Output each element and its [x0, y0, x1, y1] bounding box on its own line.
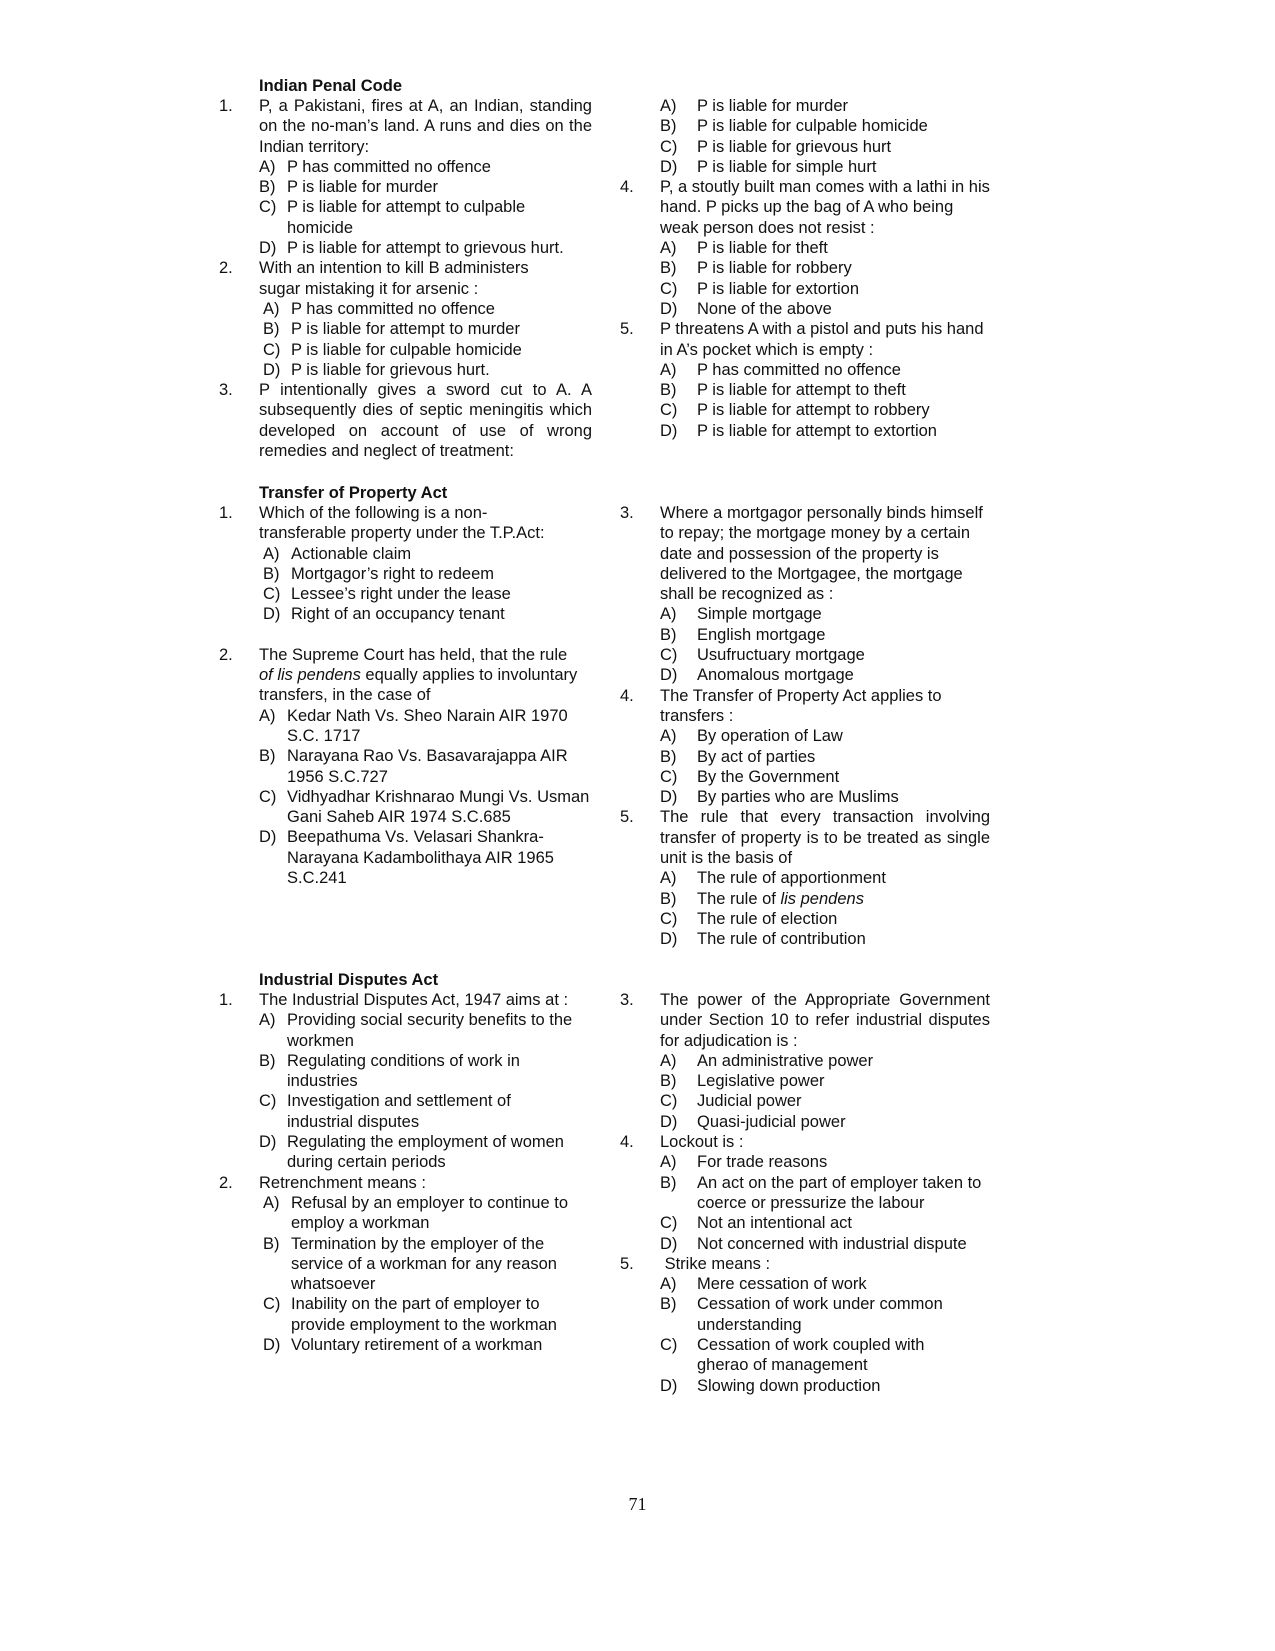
question-text: Retrenchment means :	[259, 1173, 426, 1192]
option-label: A)	[660, 97, 677, 115]
option-text: Regulating the employment of women during certain periods	[287, 1133, 564, 1172]
question-number: 1.	[219, 504, 233, 522]
option-c	[660, 645, 990, 665]
option-b	[263, 564, 592, 584]
options-list	[660, 238, 990, 319]
question-number: 3.	[620, 504, 634, 522]
option-a	[660, 1274, 990, 1294]
option-label: C)	[660, 767, 678, 786]
options-list	[263, 299, 592, 380]
option-text: By the Government	[697, 767, 840, 786]
options-list	[660, 726, 990, 807]
option-label: A)	[660, 1275, 677, 1294]
option-label: D)	[660, 788, 678, 807]
option-text: Termination by the employer of the service of a workman for any reason whatsoever	[291, 1234, 557, 1294]
option-a	[259, 706, 592, 747]
option-text: Cessation of work coupled with gherao of management	[697, 1336, 925, 1375]
option-d	[660, 929, 990, 949]
question-item	[620, 990, 990, 1132]
option-text: Mortgagor’s right to redeem	[291, 564, 494, 583]
option-label: D)	[259, 239, 277, 258]
question-number: 4.	[620, 178, 634, 197]
option-label: B)	[259, 1051, 276, 1070]
option-a	[259, 157, 592, 177]
option-label: A)	[660, 1153, 677, 1172]
option-text: The rule of contribution	[697, 930, 866, 949]
question-item	[219, 1173, 592, 1356]
option-text: Quasi-judicial power	[697, 1112, 846, 1131]
question-number: 2.	[219, 259, 233, 278]
option-label: B)	[660, 1173, 677, 1192]
option-d	[259, 827, 592, 888]
options-list	[263, 1193, 592, 1355]
option-label: B)	[259, 178, 276, 197]
option-c	[660, 767, 990, 787]
option-label: A)	[660, 360, 677, 379]
option-c	[263, 340, 592, 360]
option-b	[660, 889, 990, 909]
option-text: The rule of election	[697, 909, 838, 928]
option-a	[660, 1152, 990, 1172]
option-label: D)	[660, 299, 678, 318]
tpa-right-column	[620, 503, 997, 950]
question-item	[219, 645, 592, 889]
option-b	[259, 746, 592, 787]
option-d	[660, 1112, 990, 1132]
option-label: B)	[660, 117, 677, 136]
options-list	[259, 1010, 592, 1172]
option-c	[259, 197, 592, 238]
option-text: Inability on the part of employer to provide employment to the workman	[291, 1295, 557, 1334]
question-text-part: The Supreme Court has held, that the rule	[259, 645, 568, 664]
question-text: Lockout is :	[660, 1133, 744, 1152]
question-text-emphasis: of lis pendens	[259, 666, 361, 685]
option-label: B)	[660, 747, 677, 766]
option-c	[259, 1091, 592, 1132]
ida-left-column	[219, 990, 592, 1355]
option-text: P is liable for simple hurt	[697, 157, 877, 176]
question-number: 5.	[620, 1254, 634, 1273]
option-text: P is liable for attempt to culpable homicide	[287, 198, 526, 237]
option-text: Judicial power	[697, 1092, 802, 1111]
option-text: P is liable for attempt to murder	[291, 320, 520, 339]
options-list	[660, 96, 990, 177]
option-text: P is liable for grievous hurt.	[291, 360, 490, 379]
options-list	[660, 360, 990, 441]
options-list	[263, 544, 592, 625]
option-label: B)	[263, 1234, 280, 1253]
option-c	[259, 787, 592, 828]
option-text: P is liable for culpable homicide	[291, 340, 522, 359]
question-text: P, a stoutly built man comes with a lathi in his hand. P picks up the bag of A who being weak person does not resist :	[660, 178, 990, 237]
options-list	[660, 868, 990, 949]
option-text: P is liable for grievous hurt	[697, 137, 892, 156]
option-text: An administrative power	[697, 1051, 874, 1070]
question-number: 2.	[219, 645, 233, 664]
option-text: Lessee’s right under the lease	[291, 585, 511, 604]
option-d	[263, 360, 592, 380]
option-label: D)	[660, 1112, 678, 1131]
question-options-continued	[620, 96, 990, 177]
option-a	[263, 544, 592, 564]
option-label: C)	[660, 1092, 678, 1111]
question-text-part: equally applies to involuntary transfers, in the case of	[259, 666, 578, 705]
option-c	[660, 1213, 990, 1233]
option-a	[660, 360, 990, 380]
option-text: Actionable claim	[291, 544, 412, 563]
option-text: Legislative power	[697, 1072, 825, 1091]
option-d	[660, 157, 990, 177]
option-text: Anomalous mortgage	[697, 666, 854, 685]
question-item	[219, 258, 592, 380]
option-b	[660, 1294, 990, 1335]
option-label: D)	[263, 605, 281, 624]
option-d	[259, 1132, 592, 1173]
option-label: D)	[660, 1234, 678, 1253]
option-label: C)	[259, 787, 277, 806]
option-label: B)	[660, 625, 677, 644]
options-list	[660, 1051, 990, 1132]
option-a	[660, 868, 990, 888]
option-text: English mortgage	[697, 625, 826, 644]
option-text: P is liable for murder	[697, 97, 849, 115]
option-label: C)	[259, 1092, 277, 1111]
options-list	[660, 1152, 990, 1253]
question-text	[259, 645, 592, 706]
option-label: B)	[660, 1072, 677, 1091]
section-heading-ipc: Indian Penal Code	[259, 77, 403, 95]
question-item	[620, 686, 990, 808]
question-number: 1.	[219, 991, 233, 1009]
option-label: C)	[660, 646, 678, 665]
question-item	[219, 96, 592, 258]
option-b	[263, 1234, 592, 1295]
option-a	[660, 726, 990, 746]
question-text: Which of the following is a non-transferable property under the T.P.Act:	[259, 504, 545, 543]
question-number: 3.	[620, 991, 634, 1009]
option-text: For trade reasons	[697, 1153, 828, 1172]
option-label: C)	[263, 1295, 281, 1314]
option-a	[660, 238, 990, 258]
option-text: Cessation of work under common understanding	[697, 1295, 943, 1334]
option-label: D)	[660, 930, 678, 949]
option-text: Not concerned with industrial dispute	[697, 1234, 967, 1253]
option-b	[263, 319, 592, 339]
question-text: P intentionally gives a sword cut to A. A subsequently dies of septic meningitis which developed on account of use of wrong remedies and neglect of treatment:	[259, 381, 592, 461]
option-label: C)	[660, 1336, 678, 1355]
question-item	[219, 380, 592, 461]
option-text: P has committed no offence	[697, 360, 901, 379]
option-text: Regulating conditions of work in industries	[287, 1051, 520, 1091]
option-label: C)	[660, 909, 678, 928]
question-number: 2.	[219, 1173, 233, 1192]
option-text: P is liable for robbery	[697, 259, 852, 278]
option-text: P has committed no offence	[287, 157, 491, 176]
option-label: D)	[660, 1376, 678, 1395]
option-text: Providing social security benefits to the workmen	[287, 1011, 573, 1050]
option-label: C)	[263, 585, 281, 604]
option-b	[660, 380, 990, 400]
option-b	[660, 258, 990, 278]
option-b	[259, 177, 592, 197]
option-text: Narayana Rao Vs. Basavarajappa AIR 1956 S.C.727	[287, 747, 568, 786]
options-list	[259, 706, 592, 889]
option-a	[263, 1193, 592, 1234]
option-text: P is liable for murder	[287, 178, 439, 197]
option-label: C)	[263, 340, 281, 359]
option-a	[259, 1010, 592, 1051]
option-label: A)	[660, 239, 677, 258]
option-text	[697, 889, 990, 909]
question-item	[620, 503, 997, 686]
option-text: Refusal by an employer to continue to employ a workman	[291, 1193, 568, 1233]
option-label: B)	[660, 889, 677, 908]
option-text: Mere cessation of work	[697, 1275, 867, 1294]
option-label: B)	[263, 564, 280, 583]
option-text: By operation of Law	[697, 727, 843, 746]
question-item	[219, 503, 592, 625]
option-c	[263, 1294, 592, 1335]
question-item	[219, 990, 592, 1173]
option-label: A)	[660, 1051, 677, 1070]
option-text-part: The rule of	[697, 889, 781, 908]
option-label: A)	[259, 706, 276, 725]
option-label: D)	[263, 360, 281, 379]
option-text: P is liable for attempt to extortion	[697, 421, 937, 440]
option-text: P is liable for culpable homicide	[697, 117, 928, 136]
option-label: C)	[660, 401, 678, 420]
option-label: B)	[259, 747, 276, 766]
option-text: Not an intentional act	[697, 1214, 853, 1233]
ipc-left-column	[219, 96, 592, 461]
question-item	[620, 1132, 990, 1254]
option-text: An act on the part of employer taken to coerce or pressurize the labour	[697, 1173, 982, 1212]
option-label: A)	[263, 299, 280, 318]
ida-right-column	[620, 990, 990, 1396]
option-text: By act of parties	[697, 747, 816, 766]
option-label: A)	[263, 544, 280, 563]
option-label: B)	[660, 259, 677, 278]
option-text: Kedar Nath Vs. Sheo Narain AIR 1970 S.C. 1717	[287, 706, 568, 745]
option-b	[660, 1173, 990, 1214]
option-a	[660, 604, 990, 624]
question-text: With an intention to kill B administers sugar mistaking it for arsenic :	[259, 259, 529, 298]
question-text: P, a Pakistani, fires at A, an Indian, standing on the no-man’s land. A runs and dies on the Indian territory:	[259, 97, 592, 156]
question-item	[620, 319, 990, 441]
question-text: Where a mortgagor personally binds himself to repay; the mortgage money by a certain date and possession of the property is delivered to the Mortgagee, the mortgage shall be recognized as :	[660, 504, 997, 604]
option-text: Investigation and settlement of industrial disputes	[287, 1092, 511, 1131]
option-text-emphasis: lis pendens	[780, 889, 864, 908]
option-text: P is liable for attempt to grievous hurt.	[287, 239, 564, 258]
option-d	[660, 787, 990, 807]
question-number: 5.	[620, 320, 634, 339]
option-d	[660, 421, 990, 441]
option-label: A)	[660, 605, 677, 624]
option-text: By parties who are Muslims	[697, 788, 899, 807]
option-c	[660, 279, 990, 299]
option-label: D)	[660, 157, 678, 176]
option-c	[660, 400, 990, 420]
option-label: D)	[660, 421, 678, 440]
question-item	[620, 807, 990, 949]
question-number: 1.	[219, 97, 233, 115]
option-label: A)	[259, 157, 276, 176]
option-d	[263, 604, 592, 624]
option-label: A)	[660, 727, 677, 746]
option-text: The rule of apportionment	[697, 869, 886, 888]
option-text: Slowing down production	[697, 1376, 881, 1395]
option-text: P is liable for extortion	[697, 279, 860, 298]
option-label: C)	[660, 279, 678, 298]
question-number: 4.	[620, 1133, 634, 1152]
option-text: P is liable for theft	[697, 239, 828, 258]
option-text: Beepathuma Vs. Velasari Shankra-Narayana Kadambolithaya AIR 1965 S.C.241	[287, 828, 554, 888]
ipc-right-column	[620, 96, 990, 441]
question-item	[620, 177, 990, 319]
option-b	[660, 625, 990, 645]
question-number: 5.	[620, 808, 634, 827]
tpa-left-column	[219, 503, 592, 888]
option-text: None of the above	[697, 299, 832, 318]
option-label: C)	[259, 198, 277, 217]
question-text: The Transfer of Property Act applies to transfers :	[660, 686, 942, 725]
option-label: B)	[660, 381, 677, 400]
option-b	[660, 747, 990, 767]
option-a	[263, 299, 592, 319]
option-label: A)	[660, 869, 677, 888]
option-d	[259, 238, 592, 258]
option-c	[660, 909, 990, 929]
option-text: Simple mortgage	[697, 605, 822, 624]
option-text: Right of an occupancy tenant	[291, 605, 505, 624]
option-text: P is liable for attempt to theft	[697, 381, 906, 400]
question-number: 3.	[219, 381, 233, 400]
option-text: Voluntary retirement of a workman	[291, 1336, 543, 1355]
option-d	[660, 299, 990, 319]
option-b	[660, 1071, 990, 1091]
option-d	[263, 1335, 592, 1355]
option-text: P has committed no offence	[291, 299, 495, 318]
question-text: The rule that every transaction involving transfer of property is to be treated as single unit is the basis of	[660, 808, 990, 868]
option-d	[660, 665, 990, 685]
question-number: 4.	[620, 686, 634, 705]
question-text: The Industrial Disputes Act, 1947 aims at :	[259, 991, 569, 1009]
option-c	[660, 137, 990, 157]
option-label: D)	[259, 1133, 277, 1152]
question-text: P threatens A with a pistol and puts his hand in A’s pocket which is empty :	[660, 320, 984, 359]
option-b	[660, 116, 990, 136]
question-item	[620, 1254, 990, 1396]
option-d	[660, 1376, 990, 1396]
option-label: B)	[660, 1295, 677, 1314]
option-label: D)	[263, 1336, 281, 1355]
option-label: B)	[263, 320, 280, 339]
option-c	[263, 584, 592, 604]
page-number: 71	[628, 1494, 647, 1514]
options-list	[660, 604, 990, 685]
options-list	[660, 1274, 990, 1396]
option-label: C)	[660, 1214, 678, 1233]
question-text: Strike means :	[660, 1254, 771, 1273]
option-a	[660, 1051, 990, 1071]
option-text: P is liable for attempt to robbery	[697, 401, 930, 420]
option-c	[660, 1091, 990, 1111]
option-d	[660, 1234, 990, 1254]
option-b	[259, 1051, 592, 1092]
option-label: C)	[660, 137, 678, 156]
option-a	[660, 96, 990, 116]
option-text: Vidhyadhar Krishnarao Mungi Vs. Usman Gani Saheb AIR 1974 S.C.685	[287, 787, 590, 827]
option-label: A)	[263, 1193, 280, 1212]
option-text: Usufructuary mortgage	[697, 646, 865, 665]
option-label: D)	[660, 666, 678, 685]
option-c	[660, 1335, 990, 1376]
section-heading-tpa: Transfer of Property Act	[259, 484, 448, 502]
question-text: The power of the Appropriate Government under Section 10 to refer industrial disputes for adjudication is :	[660, 991, 990, 1050]
option-label: A)	[259, 1011, 276, 1030]
section-heading-ida: Industrial Disputes Act	[259, 971, 439, 989]
option-label: D)	[259, 828, 277, 847]
options-list	[259, 157, 592, 258]
